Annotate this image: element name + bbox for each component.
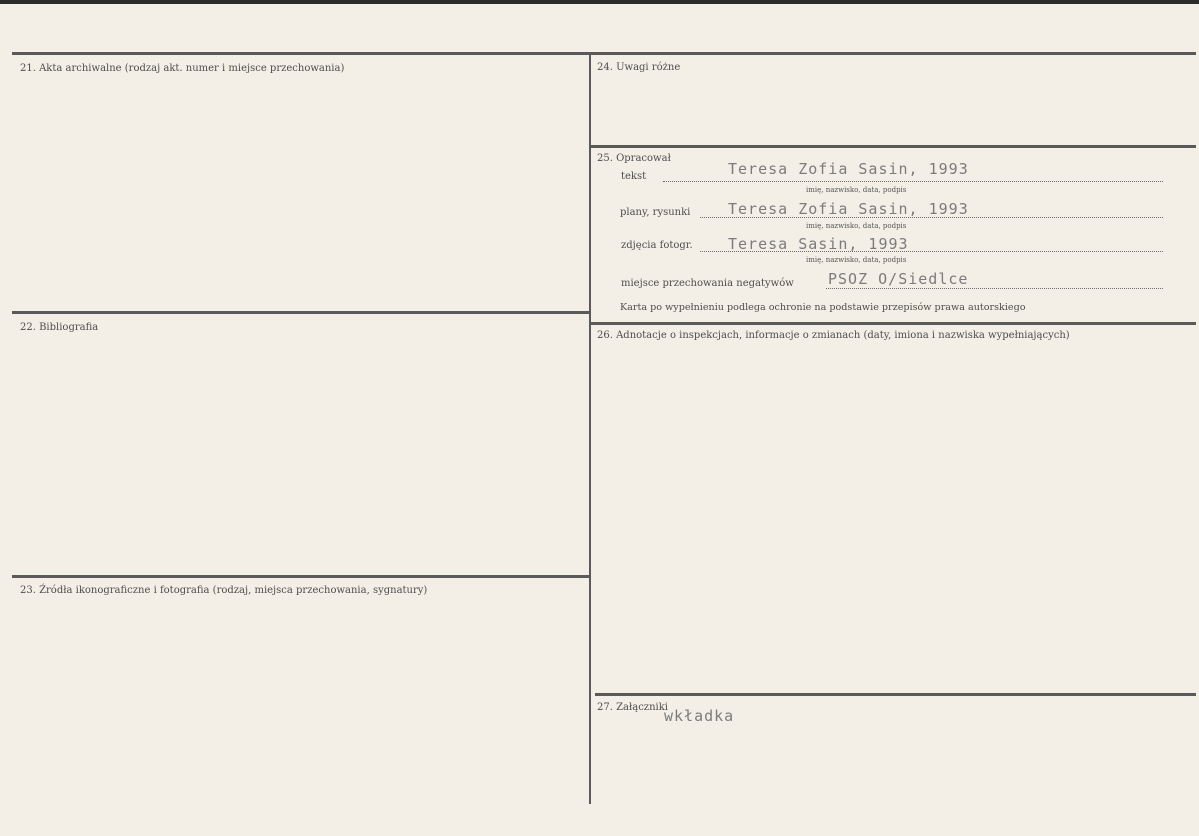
tekst-label: tekst xyxy=(621,171,647,182)
rule-25-26 xyxy=(591,322,1196,325)
scan-edge xyxy=(0,0,1199,4)
tekst-value: Teresa Zofia Sasin, 1993 xyxy=(728,160,969,178)
zdjecia-value: Teresa Sasin, 1993 xyxy=(728,235,909,253)
center-divider xyxy=(589,54,591,804)
rule-24-25 xyxy=(591,145,1196,148)
section-21-label: 21. Akta archiwalne (rodzaj akt. numer i miejsce przechowania) xyxy=(20,63,345,74)
copyright-note: Karta po wypełnieniu podlega ochronie na podstawie przepisów prawa autorskiego xyxy=(620,302,1026,313)
rule-26-27 xyxy=(595,693,1196,696)
negatywy-label: miejsce przechowania negatywów xyxy=(621,278,794,289)
section-27-label: 27. Załączniki xyxy=(597,702,668,713)
tekst-line xyxy=(663,181,1163,182)
negatywy-line xyxy=(826,288,1163,289)
tekst-caption: imię, nazwisko, data, podpis xyxy=(806,186,907,194)
section-22-label: 22. Bibliografia xyxy=(20,322,99,333)
section-27-value: wkładka xyxy=(664,707,735,725)
negatywy-value: PSOZ O/Siedlce xyxy=(828,270,969,288)
section-25-label: 25. Opracował xyxy=(597,153,671,164)
zdjecia-caption: imię, nazwisko, data, podpis xyxy=(806,256,907,264)
plany-value: Teresa Zofia Sasin, 1993 xyxy=(728,200,969,218)
top-rule xyxy=(12,52,1196,55)
section-24-label: 24. Uwagi różne xyxy=(597,62,681,73)
zdjecia-label: zdjęcia fotogr. xyxy=(621,240,693,251)
plany-caption: imię, nazwisko, data, podpis xyxy=(806,222,907,230)
rule-21-22 xyxy=(12,311,589,314)
plany-label: plany, rysunki xyxy=(620,207,691,218)
section-26-label: 26. Adnotacje o inspekcjach, informacje o zmianach (daty, imiona i nazwiska wypełniających) xyxy=(597,330,1070,341)
section-23-label: 23. Źródła ikonograficzne i fotografia (rodzaj, miejsca przechowania, sygnatury) xyxy=(20,585,428,596)
rule-22-23 xyxy=(12,575,589,578)
